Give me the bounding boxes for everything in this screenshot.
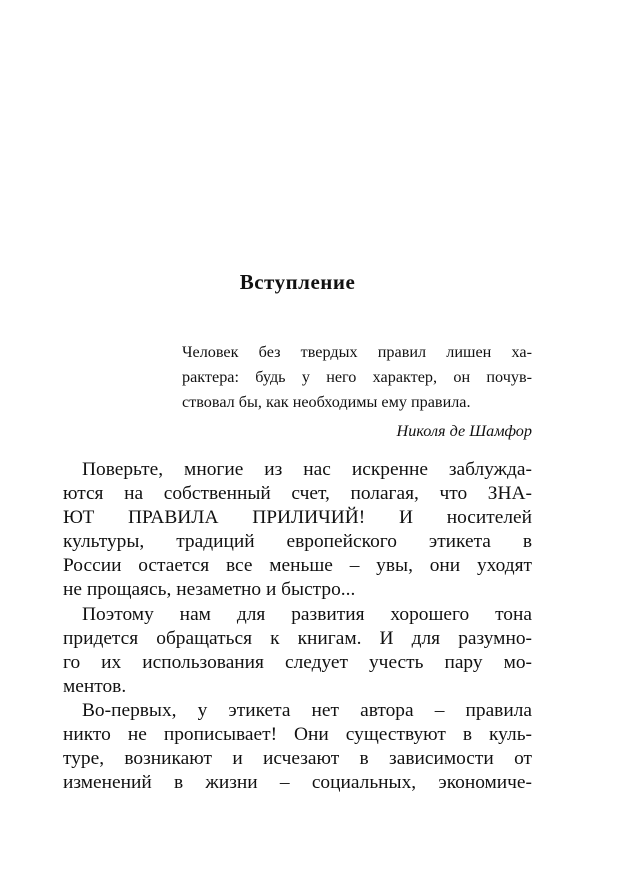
paragraph-line: никто не прописывает! Они существуют в куль- <box>63 724 532 746</box>
epigraph-line: рактера: будь у него характер, он почув- <box>182 368 532 386</box>
epigraph-line: Человек без твердых правил лишен ха- <box>182 343 532 361</box>
epigraph-line: ствовал бы, как необходимы ему правила. <box>182 393 471 411</box>
paragraph-line: изменений в жизни – социальных, экономиче- <box>63 772 532 794</box>
paragraph <box>63 699 532 795</box>
paragraph-line: ются на собственный счет, полагая, что ЗНА- <box>63 483 532 505</box>
paragraph-line: ментов. <box>63 675 127 697</box>
paragraph-line: Поверьте, многие из нас искренне заблужда- <box>82 459 532 480</box>
paragraph-line: Поэтому нам для развития хорошего тона <box>82 603 532 625</box>
paragraph <box>63 603 532 699</box>
paragraph-line: придется обращаться к книгам. И для разумно- <box>63 627 532 649</box>
body-text <box>63 458 532 795</box>
paragraph-line: Во-первых, у этикета нет автора – правила <box>82 699 532 721</box>
epigraph <box>182 340 532 444</box>
paragraph-line: туре, возникают и исчезают в зависимости от <box>63 748 532 770</box>
epigraph-author: Николя де Шамфор <box>396 422 532 440</box>
paragraph-line: ЮТ ПРАВИЛА ПРИЛИЧИЙ! И носителей <box>63 507 532 529</box>
paragraph-line: культуры, традиций европейского этикета в <box>63 531 532 553</box>
paragraph-line: не прощаясь, незаметно и быстро... <box>63 579 356 601</box>
paragraph-line: го их использования следует учесть пару мо- <box>63 651 532 673</box>
paragraph <box>63 458 532 603</box>
paragraph-line: России остается все меньше – увы, они уходят <box>63 555 532 577</box>
chapter-title: Вступление <box>239 270 356 294</box>
